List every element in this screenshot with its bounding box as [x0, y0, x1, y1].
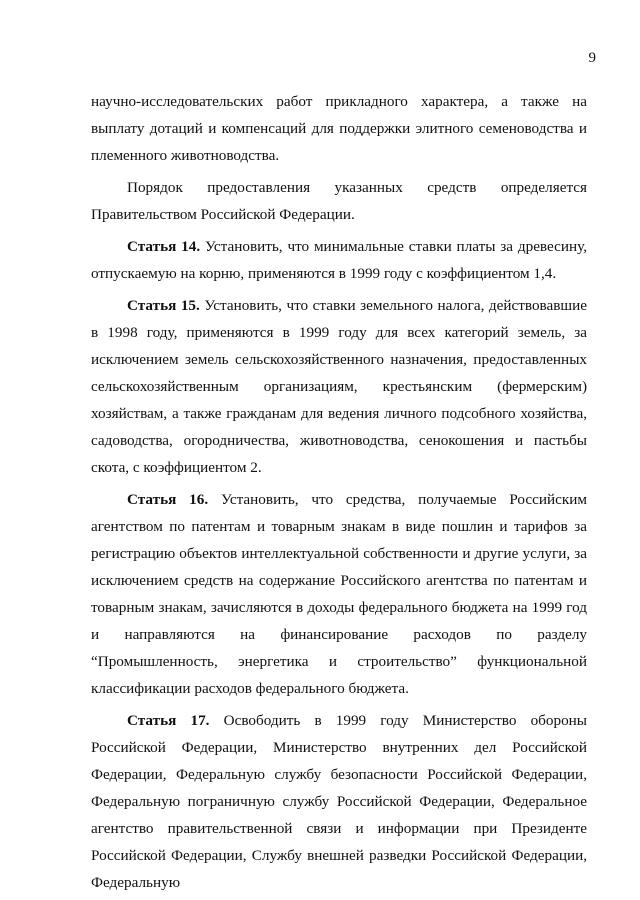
paragraph-procedure: Порядок предоставления указанных средств определяется Правительством Российской Федерации. — [91, 179, 587, 223]
article-15-label: Статья 15. — [127, 297, 200, 314]
article-15-text: Установить, что ставки земельного налога, действовавшие в 1998 году, применяются в 1999 году для всех категорий земель, за исключением земель сельскохозяйственного назначения, предоставленных сельскохозяйственным организациям, крестьянским (фермерским) хозяйствам, а также гражданам для ведения личного подсобного хозяйства, садоводства, огородничества, животноводства, сенокошения и пастьбы скота, с коэффициентом 2. — [91, 297, 587, 476]
document-body — [91, 88, 587, 896]
article-17-text: Освободить в 1999 году Министерство обороны Российской Федерации, Министерство внутренних дел Российской Федерации, Федеральную службу безопасности Российской Федерации, Федеральную пограничную службу Российской Федерации, Федеральное агентство правительственной связи и информации при Президенте Российской Федерации, Службу внешней разведки Российской Федерации, Федеральную — [91, 712, 587, 891]
article-16-label: Статья 16. — [127, 491, 209, 508]
article-14 — [91, 233, 587, 287]
article-16-text: Установить, что средства, получаемые Российским агентством по патентам и товарным знакам в виде пошлин и тарифов за регистрацию объектов интеллектуальной собственности и другие услуги, за исключением средств на содержание Российского агентства по патентам и товарным знакам, зачисляются в доходы федерального бюджета на 1999 год и направляются на финансирование расходов по разделу “Промышленность, энергетика и строительство” функциональной классификации расходов федерального бюджета. — [91, 491, 587, 697]
article-14-label: Статья 14. — [127, 238, 201, 255]
page-number: 9 — [588, 50, 596, 66]
article-17-label: Статья 17. — [127, 712, 210, 729]
paragraph-continuation: научно-исследовательских работ прикладного характера, а также на выплату дотаций и компенсаций для поддержки элитного семеноводства и племенного животноводства. — [91, 93, 587, 164]
article-17 — [91, 707, 587, 896]
article-15 — [91, 292, 587, 481]
article-16 — [91, 486, 587, 702]
article-14-text: Установить, что минимальные ставки платы за древесину, отпускаемую на корню, применяются в 1999 году с коэффициентом 1,4. — [91, 238, 588, 282]
